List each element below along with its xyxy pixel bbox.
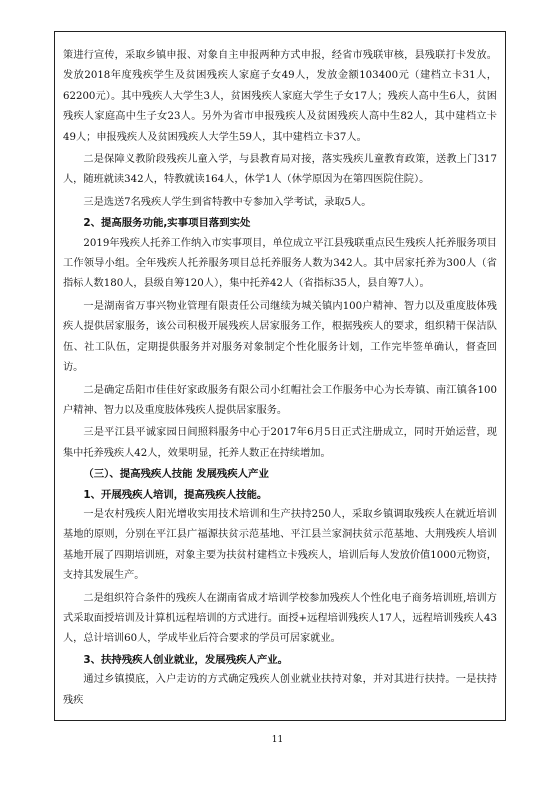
paragraph-custody-project: 2019年残疾人托养工作纳入市实事项目，单位成立平江县残联重点民生残疾人托养服务项目工作领导小组。全年残疾人托养服务项目总托养服务人数为342人。其中居家托养为300人（省指标人数180人，县级自筹120人），集中托养42人（省指标35人，县自筹7人）。	[63, 237, 497, 290]
paragraph-rural-training: 一是农村残疾人阳光增收实用技术培训和生产扶持250人，采取乡镇调取残疾人在就近培训基地的原则，分别在平江县广福源扶贫示范基地、平江县兰家洞扶贫示范基地、大荆残疾人培训基地开展了四期培训班，对象主要为扶贫村建档立卡残疾人，培训后每人发放价值1000元物资，支持其发展生产。	[63, 508, 497, 582]
paragraph-xiaohongmao-service: 二是确定岳阳市佳佳好家政服务有限公司小红帽社会工作服务中心为长寿镇、南江镇各100户精神、智力以及重度肢体残疾人提供居家服务。	[63, 384, 497, 416]
paragraph-wanshixing-service: 一是湖南省万事兴物业管理有限责任公司继续为城关镇内100户精神、智力以及重度肢体残疾人提供居家服务，该公司积极开展残疾人居家服务工作，根据残疾人的要求，组织精干保洁队伍、社工队伍，定期提供服务并对服务对象制定个性化服务计划，工作完毕签单确认，督查回访。	[63, 300, 497, 374]
paragraph-scholarship: 策进行宣传，采取乡镇申报、对象自主申报两种方式申报，经省市残联审核，县残联打卡发放。发放2018年度残疾学生及贫困残疾人家庭子女49人，发放金额103400元（建档立卡31人，62200元）。其中残疾人大学生3人，贫困残疾人家庭大学生子女17人；残疾人高中生6人，贫困残疾人家庭高中生子女23人。另外为省市申报残疾人及贫困残疾人高中生82人，其中建档立卡49人；申报残疾人及贫困残疾人大学生59人，其中建档立卡37人。	[63, 50, 497, 143]
paragraph-special-school-exam: 三是选送7名残疾人学生到省特教中专参加入学考试，录取5人。	[83, 196, 372, 208]
document-frame	[54, 31, 506, 721]
heading-service-function: 2、提高服务功能,实事项目落到实处	[83, 217, 251, 230]
page-number: 11	[271, 735, 284, 745]
heading-entrepreneurship: 3、扶持残疾人创业就业，发展残疾人产业。	[83, 653, 289, 666]
heading-skills-industry: （三）、提高残疾人技能 发展残疾人产业	[83, 468, 269, 481]
paragraph-ecommerce-training: 二是组织符合条件的残疾人在湖南省成才培训学校参加残疾人个性化电子商务培训班,培训方式采取面授培训及计算机远程培训的方式进行。面授+远程培训残疾人17人，远程培训残疾人43人，总计培训60人，学成毕业后符合要求的学员可居家就业。	[63, 592, 497, 645]
paragraph-entrepreneurship-support: 通过乡镇摸底，入户走访的方式确定残疾人创业就业扶持对象，并对其进行扶持。一是扶持残疾	[63, 674, 497, 706]
paragraph-daycare-center: 三是平江县平诚家园日间照料服务中心于2017年6月5日正式注册成立，同时开始运营，现集中托养残疾人42人，效果明显，托养人数正在持续增加。	[63, 427, 497, 459]
heading-training: 1、开展残疾人培训，提高残疾人技能。	[83, 488, 268, 501]
paragraph-compulsory-education: 二是保障义教阶段残疾儿童入学，与县教育局对接，落实残疾儿童教育政策，送教上门317人，随班就读342人，特教就读164人，休学1人（休学原因为在第四医院住院）。	[63, 154, 497, 186]
